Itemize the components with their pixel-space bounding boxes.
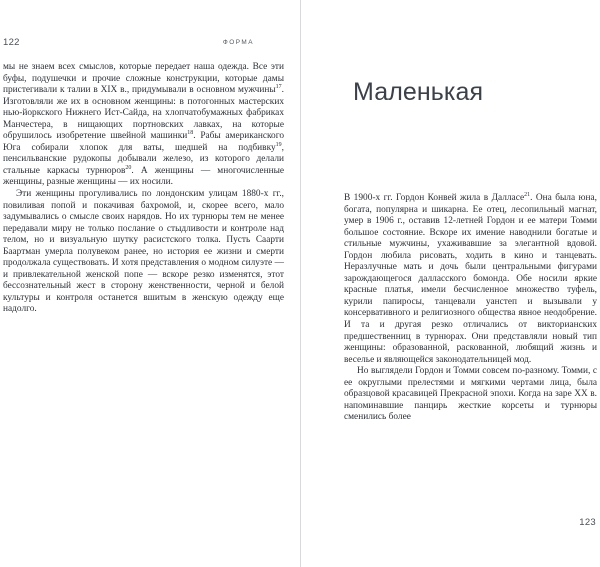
verso-p1-seg-1: мы не знаем всех смыслов, которые передает наша одежда. Все эти буфы, подушечки и прочие сложные конструкции, которые дамы пристегивали к талии в XIX в., придумывали в основном мужчины	[3, 62, 284, 96]
verso-text-block	[3, 62, 284, 316]
footnote-marker-19: 19	[275, 141, 282, 148]
recto-page-number: 123	[579, 516, 596, 528]
recto-p1-seg-1: В 1900-х гг. Гордон Конвей жила в Далласе	[344, 193, 525, 203]
verso-running-header	[3, 36, 282, 50]
recto-paragraph-2: Но выглядели Гордон и Томми совсем по-разному. Томми, с ее округлыми прелестями и мягкими чертами лица, была образцовой красавицей Прекрасной эпохи. Когда на заре XX в. напоминавшие панцирь жесткие корсеты и турнюры сменились более	[344, 366, 597, 423]
verso-p1-seg-2: . Изготовляли же их в основном женщины: в потогонных мастерских нью-йоркского Нижнего Ист-Сайда, на хлопчатобумажных фабриках Манчестера, в нищающих портновских лавках, на которые обрушилось изобретение швейной машинки	[3, 85, 284, 142]
verso-paragraph-1	[3, 62, 284, 189]
verso-p1-seg-4: , пенсильванские рудокопы добывали железо, из которого делали стальные каркасы турнюров	[3, 142, 284, 176]
running-head-title: ФОРМА	[222, 38, 254, 46]
chapter-title: Маленькая	[353, 77, 484, 106]
recto-page	[301, 0, 600, 567]
recto-text-block	[344, 193, 597, 424]
verso-paragraph-2: Эти женщины прогуливались по лондонским улицам 1880-х гг., повиливая попой и покачивая бахромой, и, скорее всего, мало задумывались о смысле своих нарядов. Но их турнюры тем не менее передавали миру не только послание о стыдливости и контроле над телом, но и визуальную шутку расистского толка. Пусть Саарти Баартман умерла полувеком ранее, но история ее жизни и смерти продолжала существовать. И хотя представления о модном силуэте — и привлекательной женской попе — вскоре резко изменятся, этот бессознательный жест в сторону женственности, черной и белой культуры и контроля останется вшитым в женскую одежду еще надолго.	[3, 189, 284, 315]
verso-page-number: 122	[3, 37, 20, 49]
recto-paragraph-1	[344, 193, 597, 366]
footnote-marker-18: 18	[187, 130, 194, 137]
verso-p1-seg-5: . А женщины — многочисленные женщины, разные женщины — их носили.	[3, 165, 284, 188]
verso-p1-seg-3: . Рабы американского Юга собирали хлопок для ваты, шедшей на подбивку	[3, 131, 284, 153]
footnote-marker-21: 21	[524, 191, 531, 198]
footnote-marker-20: 20	[125, 164, 132, 171]
footnote-marker-17: 17	[275, 83, 282, 90]
recto-p1-seg-2: . Она была юна, богата, популярна и шикарна. Ее отец, лесопильный магнат, умер в 1906 г., оставив 12-летней Гордон и ее матери Томми большое состояние. Вскоре их имение наводнили богатые и стильные мужчины, ухаживавшие за элегантной вдовой. Гордон любила рисовать, ходить в кино и танцевать. Неразлучные мать и дочь были центральными фигурами зарождающегося далласского бомонда. Обе носили яркие красные платья, имели бесчисленное множество туфель, курили папиросы, танцевали уанстеп и вызывали у консервативного и религиозного общества явное неодобрение. И та и другая резко отличались от викторианских предшественниц в турнюрах. Они представляли новый тип женщины: образованной, раскованной, любящий жизнь и веселье и являющейся законодательницей мод.	[344, 193, 598, 365]
